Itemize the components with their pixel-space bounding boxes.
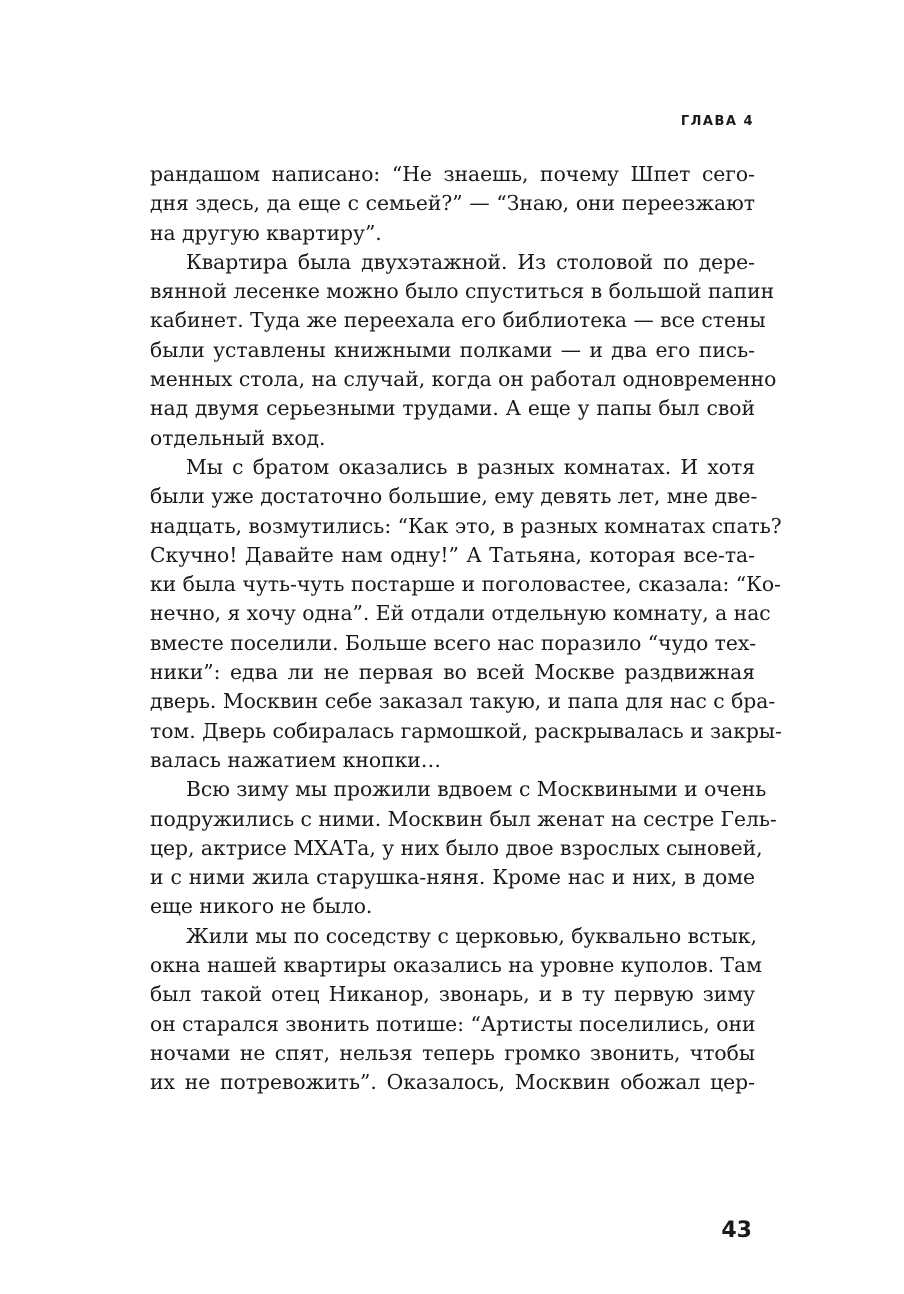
text-line: Всю зиму мы прожили вдвоем с Москвиными и очень	[186, 777, 767, 802]
text-line: на другую квартиру”.	[150, 220, 382, 245]
text-line: их не потревожить”. Оказалось, Москвин обожал цер-	[150, 1070, 755, 1095]
text-line: были уставлены книжными полками — и два его пись-	[150, 337, 755, 362]
body-text	[150, 160, 782, 1098]
text-line: кабинет. Туда же переехала его библиотека — все стены	[150, 308, 766, 333]
text-line: валась нажатием кнопки…	[150, 747, 442, 772]
text-line: Жили мы по соседству с церковью, буквально встык,	[186, 923, 757, 948]
text-line: вместе поселили. Больше всего нас поразило “чудо тех-	[150, 630, 757, 655]
page-number: 43	[721, 1218, 752, 1243]
text-line: над двумя серьезными трудами. А еще у папы был свой	[150, 396, 755, 421]
text-line: ки была чуть-чуть постарше и поголовастее, сказала: “Ко-	[150, 572, 781, 597]
text-line: был такой отец Никанор, звонарь, и в ту первую зиму	[150, 982, 755, 1007]
text-line: надцать, возмутились: “Как это, в разных комнатах спать?	[150, 513, 782, 538]
text-line: цер, актрисе МХАТа, у них было двое взрослых сыновей,	[150, 835, 763, 860]
text-line: и с ними жила старушка-няня. Кроме нас и них, в доме	[150, 865, 755, 890]
text-line: ники”: едва ли не первая во всей Москве раздвижная	[150, 660, 755, 685]
chapter-header: ГЛАВА 4	[680, 114, 754, 129]
text-line: отдельный вход.	[150, 425, 326, 450]
text-line: менных стола, на случай, когда он работал одновременно	[150, 367, 777, 392]
text-line: рандашом написано: “Не знаешь, почему Шпет сего-	[150, 162, 755, 186]
text-line: нечно, я хочу одна”. Ей отдали отдельную комнату, а нас	[150, 601, 771, 626]
text-line: он старался звонить потише: “Артисты поселились, они	[150, 1011, 756, 1036]
text-line: вянной лесенке можно было спуститься в большой папин	[150, 279, 775, 304]
text-line: еще никого не было.	[150, 894, 373, 919]
text-line: Мы с братом оказались в разных комнатах. И хотя	[186, 454, 755, 479]
text-line: были уже достаточно большие, ему девять лет, мне две-	[150, 484, 758, 509]
text-line: ночами не спят, нельзя теперь громко звонить, чтобы	[150, 1040, 755, 1065]
text-line: Квартира была двухэтажной. Из столовой по дере-	[186, 249, 755, 274]
text-line: Скучно! Давайте нам одну!” А Татьяна, которая все-та-	[150, 542, 755, 567]
text-line: подружились с ними. Москвин был женат на сестре Гель-	[150, 806, 777, 831]
text-line: окна нашей квартиры оказались на уровне куполов. Там	[150, 953, 762, 978]
text-line: дня здесь, да еще с семьей?” — “Знаю, они переезжают	[150, 191, 755, 216]
text-line: том. Дверь собиралась гармошкой, раскрывалась и закры-	[150, 718, 782, 743]
text-line: дверь. Москвин себе заказал такую, и папа для нас с бра-	[150, 689, 776, 714]
